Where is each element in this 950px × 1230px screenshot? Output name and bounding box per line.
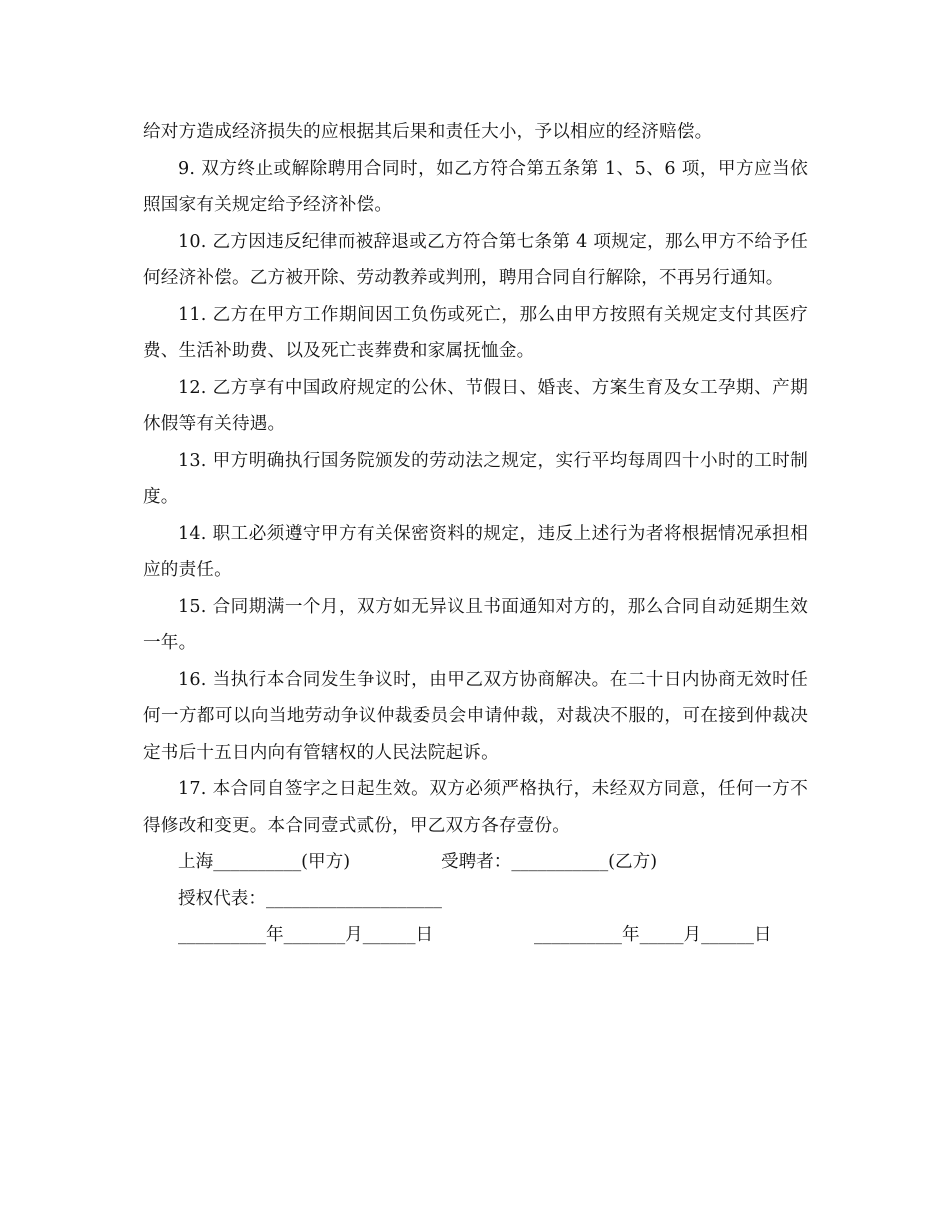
paragraph-continuation: 给对方造成经济损失的应根据其后果和责任大小，予以相应的经济赔偿。 bbox=[143, 122, 713, 142]
clause-15: 15. 合同期满一个月，双方如无异议且书面通知对方的，那么合同自动延期生效一年。 bbox=[143, 596, 808, 653]
clause-14: 14. 职工必须遵守甲方有关保密资料的规定，违反上述行为者将根据情况承担相应的责任。 bbox=[143, 523, 808, 580]
clause-10: 10. 乙方因违反纪律而被辞退或乙方符合第七条第 4 项规定，那么甲方不给予任何经济补偿。乙方被开除、劳动教养或判刑，聘用合同自行解除，不再另行通知。 bbox=[143, 231, 808, 288]
clause-11: 11. 乙方在甲方工作期间因工负伤或死亡，那么由甲方按照有关规定支付其医疗费、生活补助费、以及死亡丧葬费和家属抚恤金。 bbox=[143, 304, 808, 361]
signature-representative-row bbox=[143, 881, 808, 918]
clause-16: 16. 当执行本合同发生争议时，由甲乙双方协商解决。在二十日内协商无效时任何一方都可以向当地劳动争议仲裁委员会申请仲裁，对裁决不服的，可在接到仲裁决定书后十五日内向有管辖权的人民法院起诉。 bbox=[143, 669, 808, 763]
signature-date-row bbox=[143, 917, 808, 954]
clause-17: 17. 本合同自签字之日起生效。双方必须严格执行，未经双方同意，任何一方不得修改和变更。本合同壹式贰份，甲乙双方各存壹份。 bbox=[143, 779, 808, 836]
party-b-signature-line: 受聘者：___________(乙方) bbox=[441, 852, 658, 872]
party-a-signature-line: 上海__________(甲方) bbox=[178, 852, 351, 872]
clause-12: 12. 乙方享有中国政府规定的公休、节假日、婚丧、方案生育及女工孕期、产期休假等有关待遇。 bbox=[143, 377, 808, 434]
contract-body bbox=[143, 114, 808, 954]
party-b-date-line: __________年_____月______日 bbox=[534, 925, 772, 945]
signature-parties-row bbox=[143, 844, 808, 881]
clause-13: 13. 甲方明确执行国务院颁发的劳动法之规定，实行平均每周四十小时的工时制度。 bbox=[143, 450, 808, 507]
authorized-representative-line: 授权代表：____________________ bbox=[178, 888, 442, 909]
party-a-date-line: __________年_______月______日 bbox=[178, 925, 434, 945]
clause-9: 9. 双方终止或解除聘用合同时，如乙方符合第五条第 1、5、6 项，甲方应当依照国家有关规定给予经济补偿。 bbox=[143, 158, 808, 215]
